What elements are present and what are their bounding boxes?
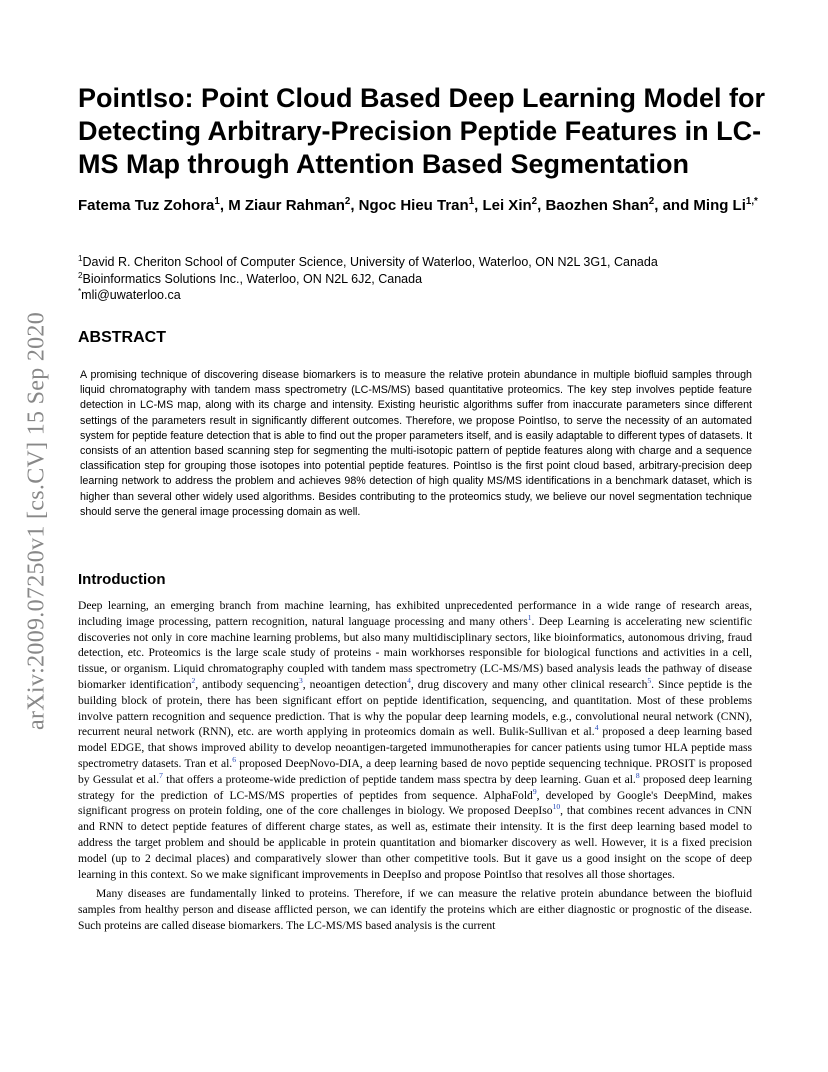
citation-link[interactable]: 10 bbox=[552, 802, 561, 812]
text-segment: , neoantigen detection bbox=[302, 677, 408, 691]
citation-link[interactable]: 4 bbox=[407, 676, 411, 686]
citation-link[interactable]: 9 bbox=[532, 786, 537, 796]
text-segment: , that combines recent advances in CNN and RNN to detect peptide features of different charge states, as well as, estimate their intensity. It is the first deep learning based model to address the target problem and should be applicable in protein quantitation and biomarker discovery as well. However, it is a fixed precision model (up to 2 decimal places) and comparatively slower than other competitive tools. But it gave us a good insight on the scope of deep learning in this context. So we make significant improvements in DeepIso and propose PointIso that resolves all those shortages. bbox=[78, 804, 753, 881]
author-name: Baozhen Shan bbox=[545, 197, 649, 214]
text-segment: proposed a deep learning based model EDGE, that shows improved ability to develop neoantigen-targeted immunotherapies for cancer patients using tumor HLA peptide mass spectrometry datasets. Tran et al. bbox=[78, 725, 752, 770]
author-separator: , bbox=[350, 197, 359, 214]
text-segment: proposed DeepNovo-DIA, a deep learning based de novo peptide sequencing technique. PROSIT is proposed by Gessulat et al. bbox=[78, 756, 752, 786]
citation-link[interactable]: 4 bbox=[594, 723, 599, 733]
author-affiliation-mark: 2 bbox=[344, 196, 351, 207]
citation-link[interactable]: 7 bbox=[159, 770, 163, 780]
author-name: Ngoc Hieu Tran bbox=[358, 197, 469, 214]
affiliation-line bbox=[78, 271, 758, 288]
affiliation-line bbox=[78, 287, 758, 304]
paper-title: PointIso: Point Cloud Based Deep Learning Model for Detecting Arbitrary-Precision Peptide Features in LC-MS Map through Attention Based Segmentation bbox=[78, 83, 766, 179]
introduction-body bbox=[78, 598, 752, 934]
author-separator: , bbox=[474, 197, 483, 214]
affiliation-list bbox=[78, 254, 758, 304]
intro-paragraph-1 bbox=[78, 598, 752, 882]
intro-paragraph-2: Many diseases are fundamentally linked to proteins. Therefore, if we can measure the relative protein abundance between the biofluid samples from healthy person and disease afflicted person, we can identify the proteins which are either diagnostic or prognostic of the disease. Such proteins are called disease biomarkers. The LC-MS/MS based analysis is the current bbox=[78, 887, 752, 932]
text-segment: , developed by Google's DeepMind, makes significant progress on protein folding, one of the core challenges in biology. We proposed DeepIso bbox=[78, 788, 752, 818]
affiliation-mark: 2 bbox=[78, 270, 83, 280]
author-name: Ming Li bbox=[693, 197, 746, 214]
citation-link[interactable]: 3 bbox=[298, 676, 303, 686]
author-list bbox=[78, 196, 758, 215]
introduction-heading: Introduction bbox=[78, 571, 166, 588]
text-segment: , antibody sequencing bbox=[195, 677, 299, 691]
abstract-text: A promising technique of discovering disease biomarkers is to measure the relative protein abundance in multiple biofluid samples through liquid chromatography with tandem mass spectrometry (LC-MS/MS) based quantitative proteomics. The key step involves peptide feature detection in LC-MS map, along with its charge and intensity. Existing heuristic algorithms suffer from inaccurate parameters since different settings of the parameters result in significantly different outcomes. Therefore, we propose PointIso, to serve the necessity of an automated system for peptide feature detection that is able to find out the proper parameters itself, and is easily adaptable to different types of datasets. It consists of an attention based scanning step for segmenting the multi-isotopic pattern of peptide features along with charge and a sequence classification step for grouping those isotopes into potential peptide features. PointIso is the first point cloud based, arbitrary-precision deep learning network to address the problem and achieves 98% detection of high quality MS/MS identifications in a benchmark dataset, which is higher than several other widely used algorithms. Besides contributing to the proteomics study, we believe our novel segmentation technique should serve the general image processing domain as well. bbox=[80, 369, 752, 518]
citation-link[interactable]: 2 bbox=[191, 676, 196, 686]
author-affiliation-mark: 1 bbox=[214, 196, 220, 207]
author-affiliation-mark: 2 bbox=[531, 196, 538, 207]
affiliation-text: Bioinformatics Solutions Inc., Waterloo, ON N2L 6J2, Canada bbox=[82, 271, 423, 286]
author-affiliation-mark: 1 bbox=[468, 196, 475, 207]
text-segment: . Deep Learning is accelerating new scientific discoveries not only in core machine learning problems, but also many multidisciplinary sectors, like bioinformatics, autonomous driving, fraud detection, etc. Proteomics is the large scale study of proteins - main workhorses responsible for biological functions and activities in a cell, tissue, or organism. Liquid chromatography coupled with tandem mass spectrometry (LC-MS/MS) based analysis leads the pathway of disease biomarker identification bbox=[78, 614, 752, 691]
text-segment: Deep learning, an emerging branch from machine learning, has exhibited unprecedented performance in a wide range of research areas, including image processing, pattern recognition, natural language processing and many others bbox=[78, 599, 752, 628]
author-name: Fatema Tuz Zohora bbox=[78, 197, 215, 214]
affiliation-mark: 1 bbox=[78, 253, 83, 263]
citation-link[interactable]: 1 bbox=[527, 612, 532, 622]
arxiv-stamp: arXiv:2009.07250v1 [cs.CV] 15 Sep 2020 bbox=[23, 311, 50, 731]
text-segment: , drug discovery and many other clinical research bbox=[410, 677, 648, 691]
author-separator: , and bbox=[654, 197, 694, 214]
text-segment: proposed deep learning strategy for the prediction of LC-MS/MS properties of peptides from sequence. AlphaFold bbox=[78, 772, 752, 802]
author-affiliation-mark: 1,* bbox=[745, 196, 758, 207]
abstract-heading: ABSTRACT bbox=[78, 329, 166, 346]
author-name: Lei Xin bbox=[482, 197, 532, 214]
citation-link[interactable]: 5 bbox=[647, 676, 652, 686]
author-affiliation-mark: 2 bbox=[648, 196, 655, 207]
citation-link[interactable]: 8 bbox=[635, 770, 640, 780]
text-segment: that offers a proteome-wide prediction of peptide tandem mass spectra by deep learning. Guan et al. bbox=[162, 772, 636, 786]
author-separator: , bbox=[219, 197, 229, 214]
affiliation-mark: * bbox=[78, 286, 82, 296]
affiliation-text: David R. Cheriton School of Computer Science, University of Waterloo, Waterloo, ON N2L 3G1, Canada bbox=[82, 255, 658, 269]
author-name: M Ziaur Rahman bbox=[228, 197, 345, 214]
text-segment: . Since peptide is the building block of protein, there has been significant effort on peptide identification, sequencing, and quantitation. Most of these problems involve pattern recognition and sequence prediction. That is why the popular deep learning models, e.g., convolutional neural network (CNN), recurrent neural network (RNN), etc. are worth applying in proteomics domain as well. Bulik-Sullivan et al. bbox=[78, 677, 752, 739]
author-separator: , bbox=[537, 197, 546, 214]
affiliation-line bbox=[78, 254, 758, 271]
affiliation-text: mli@uwaterloo.ca bbox=[81, 288, 181, 302]
citation-link[interactable]: 6 bbox=[232, 755, 236, 765]
